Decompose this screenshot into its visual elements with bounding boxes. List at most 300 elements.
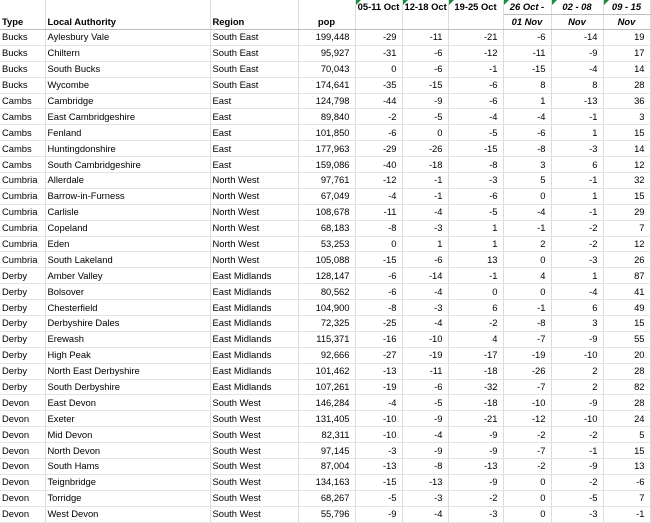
cell-week-12-18-oct[interactable]: 1 <box>402 236 448 252</box>
cell-week-02-08-nov[interactable]: -10 <box>551 347 603 363</box>
cell-type[interactable]: Derby <box>0 379 45 395</box>
cell-pop[interactable]: 128,147 <box>298 268 355 284</box>
cell-week-02-08-nov[interactable]: -2 <box>551 474 603 490</box>
cell-region[interactable]: South West <box>210 443 298 459</box>
cell-type[interactable]: Devon <box>0 411 45 427</box>
cell-week-09-15-nov[interactable]: 28 <box>603 77 650 93</box>
cell-region[interactable]: North West <box>210 236 298 252</box>
cell-week-26-oct-01-nov[interactable]: 3 <box>503 157 551 173</box>
cell-week-09-15-nov[interactable]: 20 <box>603 347 650 363</box>
cell-type[interactable]: Devon <box>0 395 45 411</box>
cell-week-05-11-oct[interactable]: -25 <box>355 316 402 332</box>
cell-week-12-18-oct[interactable]: -8 <box>402 459 448 475</box>
cell-week-26-oct-01-nov[interactable]: 0 <box>503 506 551 522</box>
cell-local-authority[interactable]: Huntingdonshire <box>45 141 210 157</box>
cell-type[interactable]: Derby <box>0 284 45 300</box>
cell-week-12-18-oct[interactable]: -3 <box>402 220 448 236</box>
cell-week-09-15-nov[interactable]: 87 <box>603 268 650 284</box>
cell-local-authority[interactable]: Fenland <box>45 125 210 141</box>
cell-week-12-18-oct[interactable]: -11 <box>402 30 448 46</box>
cell-local-authority[interactable]: West Devon <box>45 506 210 522</box>
cell-week-02-08-nov[interactable]: -1 <box>551 204 603 220</box>
header-week-12-18-oct[interactable]: 12-18 Oct <box>402 0 448 30</box>
cell-local-authority[interactable]: Torridge <box>45 490 210 506</box>
cell-type[interactable]: Devon <box>0 506 45 522</box>
cell-week-19-25-oct[interactable]: -2 <box>448 316 503 332</box>
cell-pop[interactable]: 97,145 <box>298 443 355 459</box>
cell-local-authority[interactable]: North Devon <box>45 443 210 459</box>
cell-week-09-15-nov[interactable]: 82 <box>603 379 650 395</box>
cell-region[interactable]: East <box>210 157 298 173</box>
cell-pop[interactable]: 67,049 <box>298 188 355 204</box>
cell-pop[interactable]: 199,448 <box>298 30 355 46</box>
cell-type[interactable]: Cumbria <box>0 188 45 204</box>
cell-pop[interactable]: 115,371 <box>298 331 355 347</box>
cell-pop[interactable]: 97,761 <box>298 173 355 189</box>
cell-week-05-11-oct[interactable]: -29 <box>355 141 402 157</box>
cell-week-19-25-oct[interactable]: 13 <box>448 252 503 268</box>
cell-pop[interactable]: 87,004 <box>298 459 355 475</box>
cell-week-02-08-nov[interactable]: 8 <box>551 77 603 93</box>
cell-week-09-15-nov[interactable]: 49 <box>603 300 650 316</box>
header-type[interactable]: Type <box>0 0 45 30</box>
cell-week-26-oct-01-nov[interactable]: 8 <box>503 77 551 93</box>
cell-pop[interactable]: 101,462 <box>298 363 355 379</box>
cell-week-09-15-nov[interactable]: 15 <box>603 188 650 204</box>
cell-pop[interactable]: 101,850 <box>298 125 355 141</box>
cell-week-02-08-nov[interactable]: 2 <box>551 379 603 395</box>
cell-week-09-15-nov[interactable]: 15 <box>603 125 650 141</box>
cell-week-19-25-oct[interactable]: -32 <box>448 379 503 395</box>
cell-week-02-08-nov[interactable]: -4 <box>551 284 603 300</box>
cell-type[interactable]: Cambs <box>0 157 45 173</box>
cell-week-02-08-nov[interactable]: -9 <box>551 395 603 411</box>
cell-week-12-18-oct[interactable]: -1 <box>402 188 448 204</box>
cell-type[interactable]: Cambs <box>0 109 45 125</box>
cell-week-26-oct-01-nov[interactable]: -19 <box>503 347 551 363</box>
cell-region[interactable]: South West <box>210 411 298 427</box>
cell-local-authority[interactable]: Derbyshire Dales <box>45 316 210 332</box>
cell-type[interactable]: Derby <box>0 316 45 332</box>
cell-week-26-oct-01-nov[interactable]: 5 <box>503 173 551 189</box>
cell-week-26-oct-01-nov[interactable]: -1 <box>503 220 551 236</box>
cell-region[interactable]: South West <box>210 395 298 411</box>
cell-week-05-11-oct[interactable]: -10 <box>355 427 402 443</box>
cell-week-05-11-oct[interactable]: -10 <box>355 411 402 427</box>
cell-region[interactable]: North West <box>210 188 298 204</box>
cell-local-authority[interactable]: Chiltern <box>45 45 210 61</box>
cell-week-09-15-nov[interactable]: 26 <box>603 252 650 268</box>
cell-region[interactable]: South West <box>210 506 298 522</box>
cell-week-09-15-nov[interactable]: 12 <box>603 157 650 173</box>
cell-week-05-11-oct[interactable]: -19 <box>355 379 402 395</box>
cell-week-05-11-oct[interactable]: -44 <box>355 93 402 109</box>
cell-week-26-oct-01-nov[interactable]: 0 <box>503 252 551 268</box>
cell-local-authority[interactable]: Chesterfield <box>45 300 210 316</box>
cell-week-19-25-oct[interactable]: -1 <box>448 268 503 284</box>
cell-type[interactable]: Devon <box>0 490 45 506</box>
cell-week-09-15-nov[interactable]: 13 <box>603 459 650 475</box>
cell-week-05-11-oct[interactable]: -13 <box>355 459 402 475</box>
header-region[interactable]: Region <box>210 0 298 30</box>
cell-week-12-18-oct[interactable]: -26 <box>402 141 448 157</box>
cell-region[interactable]: East <box>210 141 298 157</box>
cell-region[interactable]: South East <box>210 30 298 46</box>
cell-week-02-08-nov[interactable]: 3 <box>551 316 603 332</box>
cell-week-05-11-oct[interactable]: -12 <box>355 173 402 189</box>
cell-week-09-15-nov[interactable]: 15 <box>603 316 650 332</box>
cell-region[interactable]: East Midlands <box>210 363 298 379</box>
header-week-02-08-nov-a[interactable]: 02 - 08 <box>551 0 603 15</box>
cell-type[interactable]: Cambs <box>0 141 45 157</box>
cell-type[interactable]: Bucks <box>0 61 45 77</box>
cell-local-authority[interactable]: East Devon <box>45 395 210 411</box>
cell-pop[interactable]: 72,325 <box>298 316 355 332</box>
cell-week-12-18-oct[interactable]: -6 <box>402 61 448 77</box>
cell-week-09-15-nov[interactable]: 3 <box>603 109 650 125</box>
cell-week-05-11-oct[interactable]: -3 <box>355 443 402 459</box>
cell-week-26-oct-01-nov[interactable]: -1 <box>503 300 551 316</box>
cell-region[interactable]: North West <box>210 220 298 236</box>
cell-region[interactable]: East <box>210 93 298 109</box>
cell-week-19-25-oct[interactable]: 0 <box>448 284 503 300</box>
cell-week-12-18-oct[interactable]: -18 <box>402 157 448 173</box>
cell-week-19-25-oct[interactable]: -5 <box>448 204 503 220</box>
cell-week-09-15-nov[interactable]: 28 <box>603 363 650 379</box>
cell-type[interactable]: Bucks <box>0 45 45 61</box>
cell-week-26-oct-01-nov[interactable]: -4 <box>503 109 551 125</box>
cell-type[interactable]: Derby <box>0 363 45 379</box>
cell-week-02-08-nov[interactable]: -4 <box>551 61 603 77</box>
cell-week-02-08-nov[interactable]: -14 <box>551 30 603 46</box>
cell-local-authority[interactable]: Amber Valley <box>45 268 210 284</box>
cell-week-26-oct-01-nov[interactable]: -7 <box>503 379 551 395</box>
cell-week-09-15-nov[interactable]: 29 <box>603 204 650 220</box>
cell-week-09-15-nov[interactable]: 7 <box>603 490 650 506</box>
cell-week-02-08-nov[interactable]: 1 <box>551 268 603 284</box>
cell-week-19-25-oct[interactable]: -13 <box>448 459 503 475</box>
cell-local-authority[interactable]: Cambridge <box>45 93 210 109</box>
cell-week-02-08-nov[interactable]: -9 <box>551 459 603 475</box>
cell-region[interactable]: East <box>210 125 298 141</box>
cell-local-authority[interactable]: North East Derbyshire <box>45 363 210 379</box>
cell-week-26-oct-01-nov[interactable]: -6 <box>503 125 551 141</box>
cell-week-26-oct-01-nov[interactable]: -10 <box>503 395 551 411</box>
cell-week-19-25-oct[interactable]: 4 <box>448 331 503 347</box>
cell-pop[interactable]: 70,043 <box>298 61 355 77</box>
cell-week-05-11-oct[interactable]: -6 <box>355 125 402 141</box>
cell-week-09-15-nov[interactable]: 28 <box>603 395 650 411</box>
cell-week-12-18-oct[interactable]: -4 <box>402 316 448 332</box>
cell-week-02-08-nov[interactable]: -1 <box>551 109 603 125</box>
cell-week-12-18-oct[interactable]: 0 <box>402 125 448 141</box>
cell-week-12-18-oct[interactable]: -15 <box>402 77 448 93</box>
cell-week-09-15-nov[interactable]: 17 <box>603 45 650 61</box>
cell-region[interactable]: South West <box>210 490 298 506</box>
cell-type[interactable]: Cambs <box>0 93 45 109</box>
cell-local-authority[interactable]: Carlisle <box>45 204 210 220</box>
cell-week-12-18-oct[interactable]: -9 <box>402 443 448 459</box>
cell-week-19-25-oct[interactable]: -17 <box>448 347 503 363</box>
cell-week-12-18-oct[interactable]: -4 <box>402 284 448 300</box>
cell-week-12-18-oct[interactable]: -6 <box>402 379 448 395</box>
cell-week-09-15-nov[interactable]: 55 <box>603 331 650 347</box>
cell-week-12-18-oct[interactable]: -5 <box>402 109 448 125</box>
cell-region[interactable]: South East <box>210 61 298 77</box>
header-week-09-15-nov-a[interactable]: 09 - 15 <box>603 0 650 15</box>
cell-week-05-11-oct[interactable]: -13 <box>355 363 402 379</box>
cell-pop[interactable]: 53,253 <box>298 236 355 252</box>
cell-region[interactable]: East <box>210 109 298 125</box>
cell-week-19-25-oct[interactable]: -3 <box>448 173 503 189</box>
cell-pop[interactable]: 146,284 <box>298 395 355 411</box>
cell-type[interactable]: Cumbria <box>0 173 45 189</box>
cell-week-12-18-oct[interactable]: -5 <box>402 395 448 411</box>
cell-pop[interactable]: 68,267 <box>298 490 355 506</box>
cell-week-12-18-oct[interactable]: -3 <box>402 300 448 316</box>
cell-week-12-18-oct[interactable]: -14 <box>402 268 448 284</box>
cell-type[interactable]: Cumbria <box>0 252 45 268</box>
cell-type[interactable]: Derby <box>0 347 45 363</box>
cell-pop[interactable]: 92,666 <box>298 347 355 363</box>
cell-pop[interactable]: 105,088 <box>298 252 355 268</box>
cell-region[interactable]: North West <box>210 252 298 268</box>
cell-type[interactable]: Devon <box>0 474 45 490</box>
cell-week-12-18-oct[interactable]: -19 <box>402 347 448 363</box>
cell-week-19-25-oct[interactable]: -6 <box>448 77 503 93</box>
cell-week-09-15-nov[interactable]: 5 <box>603 427 650 443</box>
cell-type[interactable]: Cumbria <box>0 220 45 236</box>
cell-type[interactable]: Cumbria <box>0 204 45 220</box>
cell-local-authority[interactable]: East Cambridgeshire <box>45 109 210 125</box>
cell-pop[interactable]: 82,311 <box>298 427 355 443</box>
cell-week-19-25-oct[interactable]: 1 <box>448 220 503 236</box>
cell-week-02-08-nov[interactable]: -9 <box>551 331 603 347</box>
cell-local-authority[interactable]: South Lakeland <box>45 252 210 268</box>
cell-region[interactable]: East Midlands <box>210 300 298 316</box>
cell-pop[interactable]: 134,163 <box>298 474 355 490</box>
cell-week-02-08-nov[interactable]: -10 <box>551 411 603 427</box>
cell-week-19-25-oct[interactable]: -9 <box>448 443 503 459</box>
cell-week-19-25-oct[interactable]: -1 <box>448 61 503 77</box>
cell-local-authority[interactable]: Exeter <box>45 411 210 427</box>
cell-week-12-18-oct[interactable]: -4 <box>402 427 448 443</box>
cell-local-authority[interactable]: Aylesbury Vale <box>45 30 210 46</box>
cell-region[interactable]: East Midlands <box>210 268 298 284</box>
cell-pop[interactable]: 177,963 <box>298 141 355 157</box>
cell-week-09-15-nov[interactable]: -1 <box>603 506 650 522</box>
cell-week-26-oct-01-nov[interactable]: -4 <box>503 204 551 220</box>
cell-week-05-11-oct[interactable]: -6 <box>355 268 402 284</box>
cell-week-19-25-oct[interactable]: -12 <box>448 45 503 61</box>
cell-region[interactable]: East Midlands <box>210 316 298 332</box>
cell-week-26-oct-01-nov[interactable]: -15 <box>503 61 551 77</box>
cell-week-12-18-oct[interactable]: -9 <box>402 411 448 427</box>
cell-week-05-11-oct[interactable]: -5 <box>355 490 402 506</box>
cell-week-12-18-oct[interactable]: -6 <box>402 45 448 61</box>
cell-week-09-15-nov[interactable]: 41 <box>603 284 650 300</box>
cell-week-02-08-nov[interactable]: -3 <box>551 141 603 157</box>
cell-week-05-11-oct[interactable]: -15 <box>355 474 402 490</box>
cell-pop[interactable]: 89,840 <box>298 109 355 125</box>
cell-week-19-25-oct[interactable]: -21 <box>448 30 503 46</box>
cell-week-26-oct-01-nov[interactable]: -7 <box>503 331 551 347</box>
cell-local-authority[interactable]: Teignbridge <box>45 474 210 490</box>
cell-type[interactable]: Bucks <box>0 77 45 93</box>
cell-week-19-25-oct[interactable]: -9 <box>448 474 503 490</box>
header-week-26-oct-a[interactable]: 26 Oct - <box>503 0 551 15</box>
cell-local-authority[interactable]: Eden <box>45 236 210 252</box>
cell-week-26-oct-01-nov[interactable]: 2 <box>503 236 551 252</box>
cell-local-authority[interactable]: Barrow-in-Furness <box>45 188 210 204</box>
cell-week-09-15-nov[interactable]: 36 <box>603 93 650 109</box>
cell-week-26-oct-01-nov[interactable]: -2 <box>503 427 551 443</box>
cell-week-09-15-nov[interactable]: 14 <box>603 61 650 77</box>
cell-week-05-11-oct[interactable]: -9 <box>355 506 402 522</box>
cell-pop[interactable]: 159,086 <box>298 157 355 173</box>
cell-week-02-08-nov[interactable]: -1 <box>551 443 603 459</box>
cell-week-26-oct-01-nov[interactable]: -6 <box>503 30 551 46</box>
cell-week-26-oct-01-nov[interactable]: 0 <box>503 188 551 204</box>
cell-week-09-15-nov[interactable]: 19 <box>603 30 650 46</box>
cell-week-12-18-oct[interactable]: -3 <box>402 490 448 506</box>
cell-week-09-15-nov[interactable]: -6 <box>603 474 650 490</box>
cell-week-05-11-oct[interactable]: -6 <box>355 284 402 300</box>
cell-week-26-oct-01-nov[interactable]: 1 <box>503 93 551 109</box>
cell-week-09-15-nov[interactable]: 12 <box>603 236 650 252</box>
cell-pop[interactable]: 174,641 <box>298 77 355 93</box>
cell-week-12-18-oct[interactable]: -9 <box>402 93 448 109</box>
cell-week-05-11-oct[interactable]: -31 <box>355 45 402 61</box>
cell-week-26-oct-01-nov[interactable]: -7 <box>503 443 551 459</box>
cell-week-02-08-nov[interactable]: -9 <box>551 45 603 61</box>
cell-week-05-11-oct[interactable]: -4 <box>355 188 402 204</box>
cell-week-02-08-nov[interactable]: -2 <box>551 236 603 252</box>
cell-week-26-oct-01-nov[interactable]: -11 <box>503 45 551 61</box>
cell-type[interactable]: Devon <box>0 427 45 443</box>
cell-week-12-18-oct[interactable]: -4 <box>402 204 448 220</box>
header-week-05-11-oct[interactable]: 05-11 Oct <box>355 0 402 30</box>
cell-week-19-25-oct[interactable]: 6 <box>448 300 503 316</box>
cell-region[interactable]: South West <box>210 459 298 475</box>
cell-local-authority[interactable]: Erewash <box>45 331 210 347</box>
cell-pop[interactable]: 68,183 <box>298 220 355 236</box>
cell-week-19-25-oct[interactable]: -9 <box>448 427 503 443</box>
cell-week-02-08-nov[interactable]: -3 <box>551 252 603 268</box>
cell-week-12-18-oct[interactable]: -13 <box>402 474 448 490</box>
cell-region[interactable]: East Midlands <box>210 284 298 300</box>
cell-pop[interactable]: 95,927 <box>298 45 355 61</box>
cell-week-26-oct-01-nov[interactable]: -2 <box>503 459 551 475</box>
cell-week-19-25-oct[interactable]: -3 <box>448 506 503 522</box>
cell-region[interactable]: South West <box>210 427 298 443</box>
cell-region[interactable]: North West <box>210 173 298 189</box>
cell-type[interactable]: Cambs <box>0 125 45 141</box>
cell-region[interactable]: East Midlands <box>210 331 298 347</box>
cell-local-authority[interactable]: Mid Devon <box>45 427 210 443</box>
cell-local-authority[interactable]: Copeland <box>45 220 210 236</box>
cell-week-19-25-oct[interactable]: -6 <box>448 188 503 204</box>
cell-region[interactable]: East Midlands <box>210 347 298 363</box>
cell-pop[interactable]: 124,798 <box>298 93 355 109</box>
cell-week-05-11-oct[interactable]: -8 <box>355 220 402 236</box>
cell-local-authority[interactable]: South Derbyshire <box>45 379 210 395</box>
cell-week-02-08-nov[interactable]: -1 <box>551 173 603 189</box>
cell-week-12-18-oct[interactable]: -1 <box>402 173 448 189</box>
cell-week-02-08-nov[interactable]: -3 <box>551 506 603 522</box>
cell-region[interactable]: South East <box>210 77 298 93</box>
cell-local-authority[interactable]: South Hams <box>45 459 210 475</box>
cell-week-19-25-oct[interactable]: -18 <box>448 363 503 379</box>
header-week-19-25-oct[interactable]: 19-25 Oct <box>448 0 503 30</box>
cell-week-02-08-nov[interactable]: -2 <box>551 427 603 443</box>
cell-week-19-25-oct[interactable]: -18 <box>448 395 503 411</box>
cell-week-12-18-oct[interactable]: -4 <box>402 506 448 522</box>
cell-week-05-11-oct[interactable]: -15 <box>355 252 402 268</box>
cell-week-02-08-nov[interactable]: 1 <box>551 188 603 204</box>
cell-week-05-11-oct[interactable]: 0 <box>355 61 402 77</box>
cell-region[interactable]: North West <box>210 204 298 220</box>
header-pop[interactable]: pop <box>298 0 355 30</box>
cell-week-26-oct-01-nov[interactable]: 0 <box>503 284 551 300</box>
cell-local-authority[interactable]: South Cambridgeshire <box>45 157 210 173</box>
cell-local-authority[interactable]: Wycombe <box>45 77 210 93</box>
cell-week-05-11-oct[interactable]: -35 <box>355 77 402 93</box>
cell-local-authority[interactable]: Allerdale <box>45 173 210 189</box>
cell-local-authority[interactable]: Bolsover <box>45 284 210 300</box>
cell-week-19-25-oct[interactable]: -5 <box>448 125 503 141</box>
cell-week-19-25-oct[interactable]: -15 <box>448 141 503 157</box>
cell-week-19-25-oct[interactable]: 1 <box>448 236 503 252</box>
cell-week-02-08-nov[interactable]: -2 <box>551 220 603 236</box>
cell-week-19-25-oct[interactable]: -8 <box>448 157 503 173</box>
cell-type[interactable]: Bucks <box>0 30 45 46</box>
cell-week-09-15-nov[interactable]: 7 <box>603 220 650 236</box>
header-local-authority[interactable]: Local Authority <box>45 0 210 30</box>
cell-week-05-11-oct[interactable]: -40 <box>355 157 402 173</box>
cell-week-02-08-nov[interactable]: -13 <box>551 93 603 109</box>
cell-week-19-25-oct[interactable]: -21 <box>448 411 503 427</box>
cell-pop[interactable]: 131,405 <box>298 411 355 427</box>
cell-type[interactable]: Cumbria <box>0 236 45 252</box>
cell-week-02-08-nov[interactable]: 6 <box>551 300 603 316</box>
cell-week-19-25-oct[interactable]: -4 <box>448 109 503 125</box>
cell-local-authority[interactable]: High Peak <box>45 347 210 363</box>
cell-type[interactable]: Derby <box>0 331 45 347</box>
cell-week-09-15-nov[interactable]: 24 <box>603 411 650 427</box>
cell-week-05-11-oct[interactable]: -27 <box>355 347 402 363</box>
cell-week-09-15-nov[interactable]: 15 <box>603 443 650 459</box>
cell-region[interactable]: East Midlands <box>210 379 298 395</box>
cell-week-05-11-oct[interactable]: -11 <box>355 204 402 220</box>
cell-pop[interactable]: 80,562 <box>298 284 355 300</box>
cell-week-05-11-oct[interactable]: 0 <box>355 236 402 252</box>
cell-week-02-08-nov[interactable]: 2 <box>551 363 603 379</box>
cell-region[interactable]: South West <box>210 474 298 490</box>
cell-week-26-oct-01-nov[interactable]: 0 <box>503 490 551 506</box>
cell-week-05-11-oct[interactable]: -4 <box>355 395 402 411</box>
cell-pop[interactable]: 55,796 <box>298 506 355 522</box>
cell-week-26-oct-01-nov[interactable]: -8 <box>503 141 551 157</box>
cell-week-12-18-oct[interactable]: -11 <box>402 363 448 379</box>
cell-type[interactable]: Devon <box>0 459 45 475</box>
cell-week-02-08-nov[interactable]: 1 <box>551 125 603 141</box>
cell-week-05-11-oct[interactable]: -29 <box>355 30 402 46</box>
cell-pop[interactable]: 108,678 <box>298 204 355 220</box>
cell-type[interactable]: Derby <box>0 300 45 316</box>
cell-week-12-18-oct[interactable]: -10 <box>402 331 448 347</box>
cell-week-26-oct-01-nov[interactable]: 4 <box>503 268 551 284</box>
